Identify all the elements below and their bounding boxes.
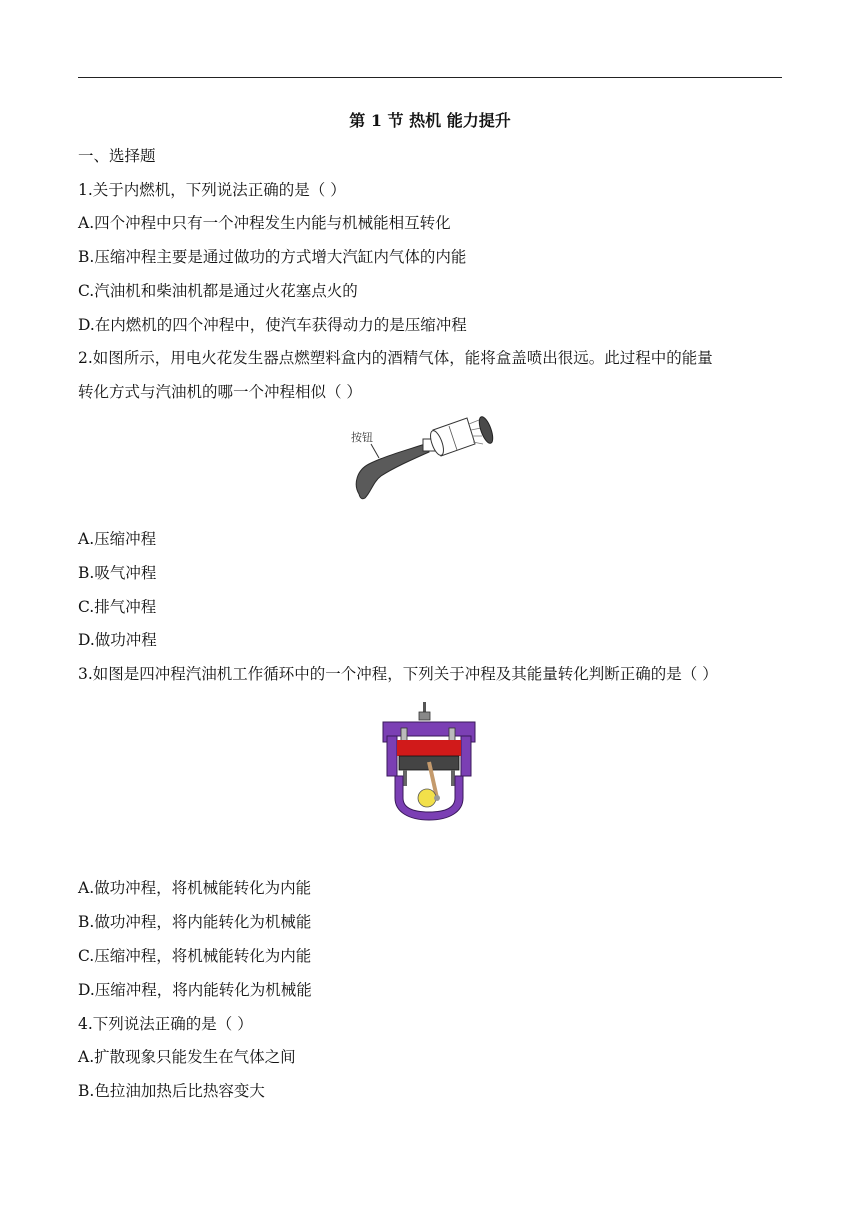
question-2-option-d: D.做功冲程 (78, 631, 157, 649)
question-1-option-d: D.在内燃机的四个冲程中，使汽车获得动力的是压缩冲程 (78, 316, 467, 334)
question-4-stem: 4.下列说法正确的是（ ） (78, 1015, 253, 1033)
page-title: 第 1 节 热机 能力提升 (349, 111, 511, 130)
question-2-option-b: B.吸气冲程 (78, 564, 157, 582)
question-2-stem-line-2: 转化方式与汽油机的哪一个冲程相似（ ） (78, 383, 362, 401)
question-1-option-c: C.汽油机和柴油机都是通过火花塞点火的 (78, 282, 358, 300)
question-2-stem-line-1: 2.如图所示，用电火花发生器点燃塑料盒内的酒精气体，能将盒盖喷出很远。此过程中的能量 (78, 349, 713, 367)
question-2-option-c: C.排气冲程 (78, 598, 157, 616)
question-2-option-a: A.压缩冲程 (78, 530, 157, 548)
question-1-option-a: A.四个冲程中只有一个冲程发生内能与机械能相互转化 (78, 214, 451, 232)
question-3-option-b: B.做功冲程，将内能转化为机械能 (78, 913, 312, 931)
question-3-stem: 3.如图是四冲程汽油机工作循环中的一个冲程，下列关于冲程及其能量转化判断正确的是（ ） (78, 665, 718, 683)
question-3-option-c: C.压缩冲程，将机械能转化为内能 (78, 947, 312, 965)
spark-generator-figure (345, 408, 500, 503)
question-4-option-b: B.色拉油加热后比热容变大 (78, 1082, 265, 1100)
question-3-option-a: A.做功冲程，将机械能转化为内能 (78, 879, 312, 897)
question-4-option-a: A.扩散现象只能发生在气体之间 (78, 1048, 296, 1066)
figure-label-button: 按钮 (351, 431, 373, 444)
question-1-option-b: B.压缩冲程主要是通过做功的方式增大汽缸内气体的内能 (78, 248, 467, 266)
question-3-option-d: D.压缩冲程，将内能转化为机械能 (78, 981, 312, 999)
question-1-stem: 1.关于内燃机，下列说法正确的是（ ） (78, 181, 346, 199)
engine-cylinder-figure (379, 702, 479, 822)
section-heading: 一、选择题 (78, 147, 156, 165)
header-rule (78, 77, 782, 78)
